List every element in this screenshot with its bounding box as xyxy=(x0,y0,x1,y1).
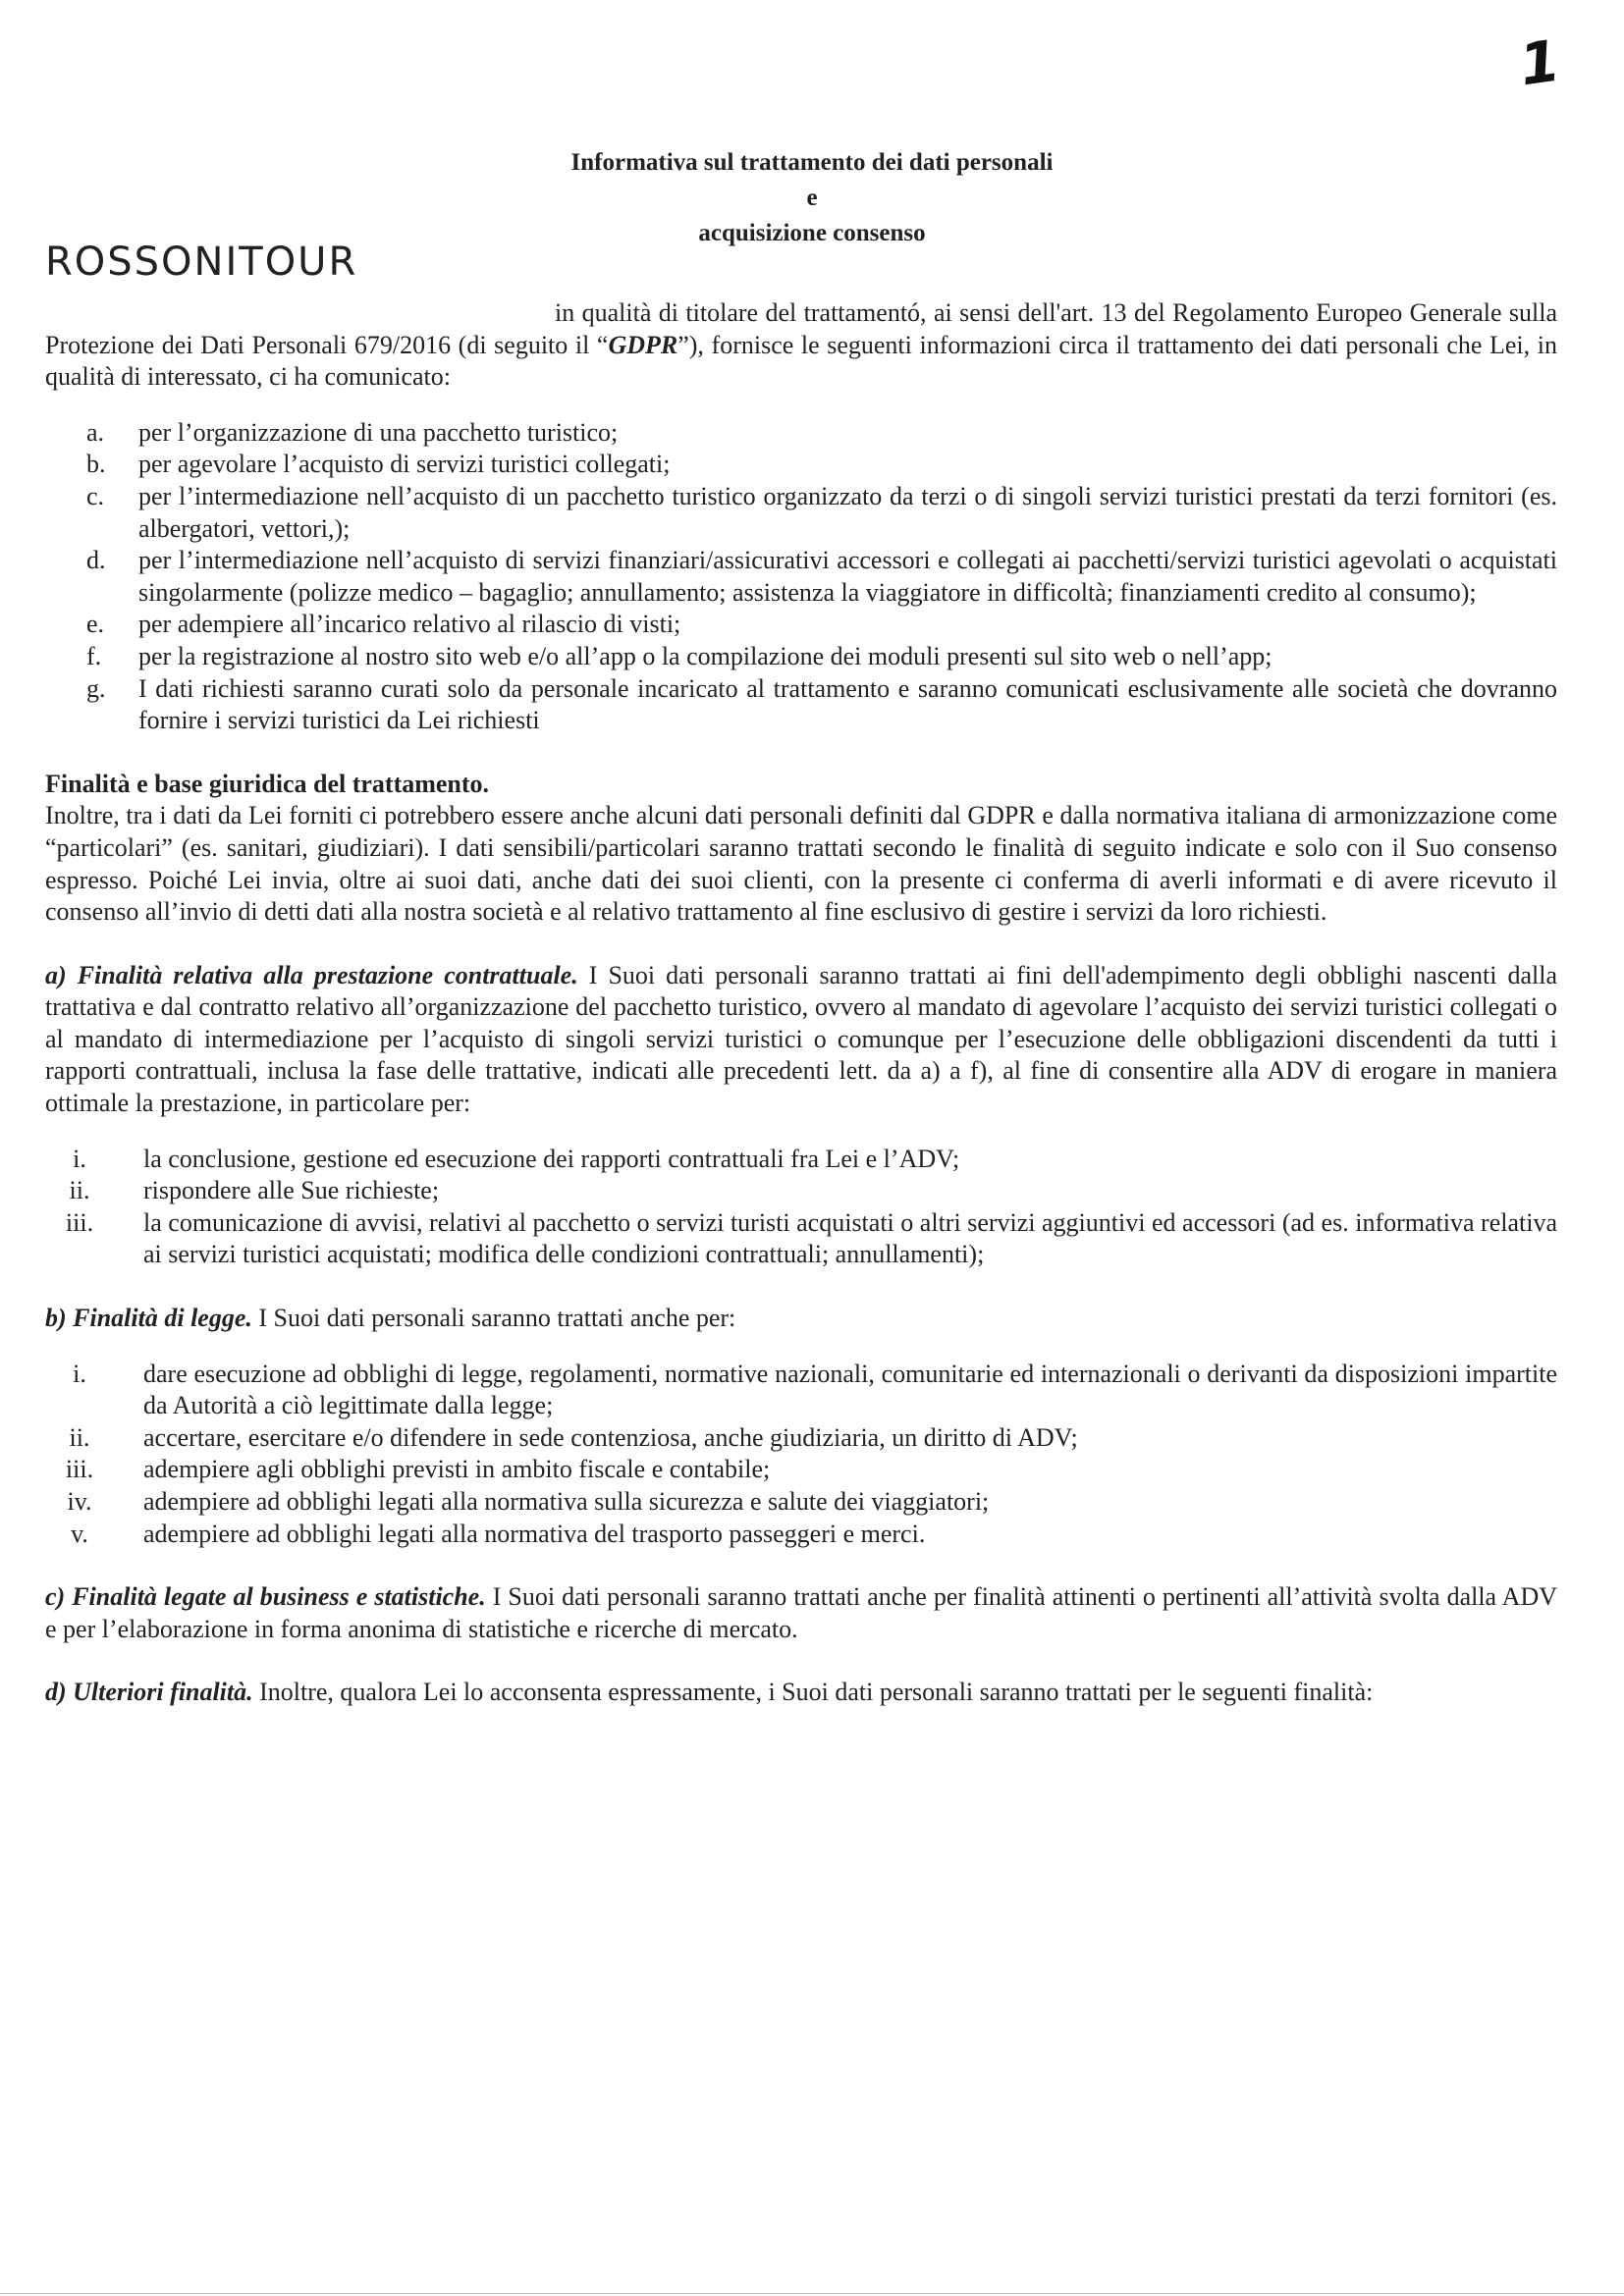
list-marker: f. xyxy=(86,641,102,670)
list-item-text: I dati richiesti saranno curati solo da personale incaricato al trattamento e saranno comunicati esclusivamente alle società che dovranno fornire i servizi turistici da Lei richiesti xyxy=(138,673,1557,735)
list-item-text: la comunicazione di avvisi, relativi al pacchetto o servizi turisti acquistati o altri servizi aggiuntivi ed accessori (ad es. informativa relativa ai servizi turistici acquistati; modifica delle condizioni contrattuali; annullamenti); xyxy=(143,1207,1557,1269)
list-item xyxy=(45,545,1557,609)
section-b-heading: b) Finalità di legge. xyxy=(45,1304,252,1333)
list-marker: i. xyxy=(73,1359,86,1388)
list-item-text: per adempiere all’incarico relativo al rilascio di visti; xyxy=(138,610,681,639)
list-item-text: adempiere ad obblighi legati alla normativa del trasporto passeggeri e merci. xyxy=(143,1519,926,1548)
page-number: 1 xyxy=(1515,27,1564,99)
list-item xyxy=(45,1207,1557,1271)
list-item-text: adempiere ad obblighi legati alla normativa sulla sicurezza e salute dei viaggiatori; xyxy=(143,1487,990,1516)
list-item xyxy=(45,1175,1557,1207)
list-marker: c. xyxy=(86,481,105,510)
list-item-text: per l’organizzazione di una pacchetto turistico; xyxy=(138,417,619,447)
section-a-list xyxy=(45,1144,1557,1271)
list-item-text: per la registrazione al nostro sito web e/o all’app o la compilazione dei moduli presenti sul sito web o nell’app; xyxy=(138,641,1272,670)
purposes-list xyxy=(45,417,1557,737)
list-item-text: per l’intermediazione nell’acquisto di servizi finanziari/assicurativi accessori e collegati ai pacchetti/servizi turistici agevolati o acquistati singolarmente (polizze medico – bagaglio; annullamento; assistenza la viaggiatore in difficoltà; finanziamenti credito al consumo); xyxy=(138,546,1557,607)
document-body xyxy=(45,297,1557,1709)
intro-paragraph xyxy=(45,297,1557,394)
section-c-heading: c) Finalità legate al business e statistiche. xyxy=(45,1582,486,1612)
list-item xyxy=(45,417,1557,450)
list-item xyxy=(45,673,1557,737)
section-b-list xyxy=(45,1359,1557,1551)
section-c-text: I Suoi dati personali saranno trattati anche per finalità attinenti o pertinenti all’attività svolta dalla ADV e per l’elaborazione in forma anonima di statistiche e ricerche di mercato. xyxy=(45,1582,1558,1643)
title-line-1: Informativa sul trattamento dei dati personali xyxy=(570,149,1054,176)
list-marker: g. xyxy=(86,673,106,703)
title-line-2: e xyxy=(806,185,818,211)
list-item xyxy=(45,1486,1557,1519)
section-d-heading: d) Ulteriori finalità. xyxy=(45,1678,253,1707)
list-item-text: dare esecuzione ad obblighi di legge, regolamenti, normative nazionali, comunitarie ed internazionali o derivanti da disposizioni impartite da Autorità a ciò legittimate dalla legge; xyxy=(143,1359,1557,1420)
list-item-text: rispondere alle Sue richieste; xyxy=(143,1176,440,1205)
list-item xyxy=(45,481,1557,545)
list-item xyxy=(45,1519,1557,1551)
finalita-heading: Finalità e base giuridica del trattamento. xyxy=(45,769,490,798)
list-item-text: per l’intermediazione nell’acquisto di un pacchetto turistico organizzato da terzi o di singoli servizi turistici prestati da terzi fornitori (es. albergatori, vettori,); xyxy=(138,481,1557,543)
list-item-text: accertare, esercitare e/o difendere in sede contenziosa, anche giudiziaria, un diritto di ADV; xyxy=(143,1422,1078,1452)
list-item xyxy=(45,1359,1557,1422)
section-d-text: Inoltre, qualora Lei lo acconsenta espressamente, i Suoi dati personali saranno trattati per le seguenti finalità: xyxy=(252,1678,1374,1707)
page-bottom-edge xyxy=(0,2293,1624,2294)
list-item xyxy=(45,1422,1557,1455)
title-line-3: acquisizione consenso xyxy=(698,220,926,246)
list-item xyxy=(45,641,1557,673)
list-item-text: adempiere agli obblighi previsti in ambito fiscale e contabile; xyxy=(143,1455,771,1484)
list-marker: e. xyxy=(86,610,105,639)
list-marker: iv. xyxy=(67,1487,92,1516)
section-a-heading: a) Finalità relativa alla prestazione contrattuale. xyxy=(45,960,578,989)
section-b-text: I Suoi dati personali saranno trattati anche per: xyxy=(251,1304,736,1333)
list-marker: b. xyxy=(86,450,106,479)
list-marker: a. xyxy=(86,417,105,447)
document-title xyxy=(0,145,1624,251)
intro-text-before: Europeo Generale sulla Protezione dei Dati Personali 679/2016 (di seguito il “ xyxy=(45,298,1558,359)
list-marker: ii. xyxy=(69,1176,90,1205)
list-marker: ii. xyxy=(69,1422,90,1452)
list-item-text: la conclusione, gestione ed esecuzione dei rapporti contrattuali fra Lei e l’ADV; xyxy=(143,1144,960,1173)
section-c-paragraph xyxy=(45,1581,1557,1645)
intro-first-line: in qualità di titolare del trattamentó, ai sensi dell'art. 13 del Regolamento xyxy=(555,298,1309,327)
section-b-paragraph xyxy=(45,1303,1557,1335)
gdpr-term: GDPR xyxy=(608,330,678,359)
section-d-paragraph xyxy=(45,1677,1557,1709)
handwritten-company-name: ROSSONITOUR xyxy=(45,240,358,285)
list-item xyxy=(45,609,1557,641)
list-item xyxy=(45,1144,1557,1176)
intro-text-after: ”), fornisce le seguenti informazioni circa il trattamento dei dati personali che Lei, in qualità di interessato, ci ha comunicato: xyxy=(45,330,1557,392)
list-marker: v. xyxy=(71,1519,88,1548)
section-a-text: I Suoi dati personali saranno trattati ai fini dell'adempimento degli obblighi nascenti dalla trattativa e dal contratto relativo all’organizzazione del pacchetto turistico, ovvero al mandato di agevolare l’acquisto dei servizi turistici collegati o al mandato di intermediazione per l’acquisto di singoli servizi turistici o comunque per l’esecuzione delle obbligazioni discendenti da tutti i rapporti contrattuali, inclusa la fase delle trattative, indicati alle precedenti lett. da a) a f), al fine di consentire alla ADV di erogare in maniera ottimale la prestazione, in particolare per: xyxy=(45,960,1557,1118)
finalita-paragraph: Inoltre, tra i dati da Lei forniti ci potrebbero essere anche alcuni dati personali definiti dal GDPR e dalla normativa italiana di armonizzazione come “particolari” (es. sanitari, giudiziari). I dati sensibili/particolari saranno trattati secondo le finalità di seguito indicate e solo con il Suo consenso espresso. Poiché Lei invia, oltre ai suoi dati, anche dati dei suoi clienti, con la presente ci conferma di averli informati e di avere ricevuto il consenso all’invio di detti dati alla nostra società e al relativo trattamento al fine esclusivo di gestire i servizi da loro richiesti. xyxy=(45,801,1557,927)
list-marker: iii. xyxy=(65,1207,94,1237)
list-item xyxy=(45,449,1557,481)
list-item-text: per agevolare l’acquisto di servizi turistici collegati; xyxy=(138,450,671,479)
list-marker: i. xyxy=(73,1144,86,1173)
section-a-paragraph xyxy=(45,960,1557,1120)
list-item xyxy=(45,1454,1557,1486)
list-marker: d. xyxy=(86,546,106,575)
list-marker: iii. xyxy=(65,1455,94,1484)
